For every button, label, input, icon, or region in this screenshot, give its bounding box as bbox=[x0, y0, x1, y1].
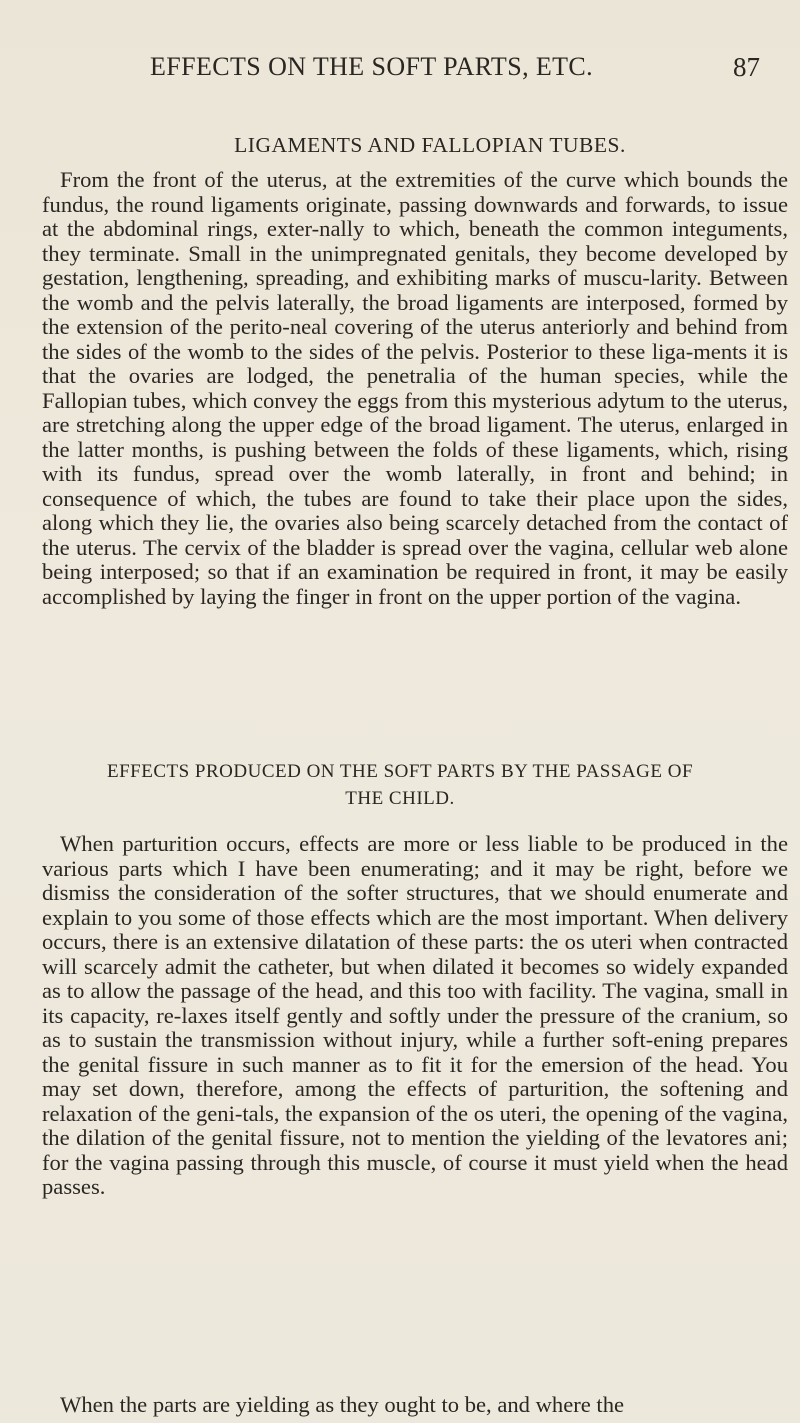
section-heading-effects-line-1: EFFECTS PRODUCED ON THE SOFT PARTS BY THE PASSAGE OF bbox=[106, 761, 694, 782]
running-head bbox=[150, 52, 760, 92]
running-title: EFFECTS ON THE SOFT PARTS, ETC. bbox=[150, 52, 594, 81]
section-heading-effects bbox=[0, 758, 800, 812]
paragraph-effects: When parturition occurs, effects are more or less liable to be produced in the various parts which I have been enumerating; and it may be right, before we dismiss the consideration of the softer structures, that we should enumerate and explain to you some of those effects which are the most important. When delivery occurs, there is an extensive dilatation of these parts: the os uteri when contracted will scarcely admit the catheter, but when dilated it becomes so widely expanded as to allow the passage of the head, and this too with facility. The vagina, small in its capacity, re-laxes itself gently and softly under the pressure of the cranium, so as to sustain the transmission without injury, while a further soft-ening prepares the genital fissure in such manner as to fit it for the emersion of the head. You may set down, therefore, among the effects of parturition, the softening and relaxation of the geni-tals, the expansion of the os uteri, the opening of the vagina, the dilation of the genital fissure, not to mention the yielding of the levatores ani; for the vagina passing through this muscle, of course it must yield when the head passes. bbox=[42, 831, 788, 1199]
section-heading-effects-line-2: THE CHILD. bbox=[345, 788, 455, 809]
section-heading-ligaments: LIGAMENTS AND FALLOPIAN TUBES. bbox=[234, 133, 626, 157]
paragraph-continuation: When the parts are yielding as they ought to be, and where the bbox=[60, 1392, 625, 1417]
paragraph-ligaments: From the front of the uterus, at the extremities of the curve which bounds the fundus, the round ligaments originate, passing downwards and forwards, to issue at the abdominal rings, exter-nally to which, beneath the common integuments, they terminate. Small in the unimpregnated genitals, they become developed by gestation, lengthening, spreading, and exhibiting marks of muscu-larity. Between the womb and the pelvis laterally, the broad ligaments are interposed, formed by the extension of the perito-neal covering of the uterus anteriorly and behind from the sides of the womb to the sides of the pelvis. Posterior to these liga-ments it is that the ovaries are lodged, the penetralia of the human species, while the Fallopian tubes, which convey the eggs from this mysterious adytum to the uterus, are stretching along the upper edge of the broad ligament. The uterus, enlarged in the latter months, is pushing between the folds of these ligaments, which, rising with its fundus, spread over the womb laterally, in front and behind; in consequence of which, the tubes are found to take their place upon the sides, along which they lie, the ovaries also being scarcely detached from the contact of the uterus. The cervix of the bladder is spread over the vagina, cellular web alone being interposed; so that if an examination be required in front, it may be easily accomplished by laying the finger in front on the upper portion of the vagina. bbox=[42, 167, 788, 609]
section-body-effects bbox=[42, 832, 788, 1200]
page-number: 87 bbox=[733, 52, 760, 82]
section-body-ligaments bbox=[42, 168, 788, 609]
section-body-continuation bbox=[42, 1393, 788, 1418]
